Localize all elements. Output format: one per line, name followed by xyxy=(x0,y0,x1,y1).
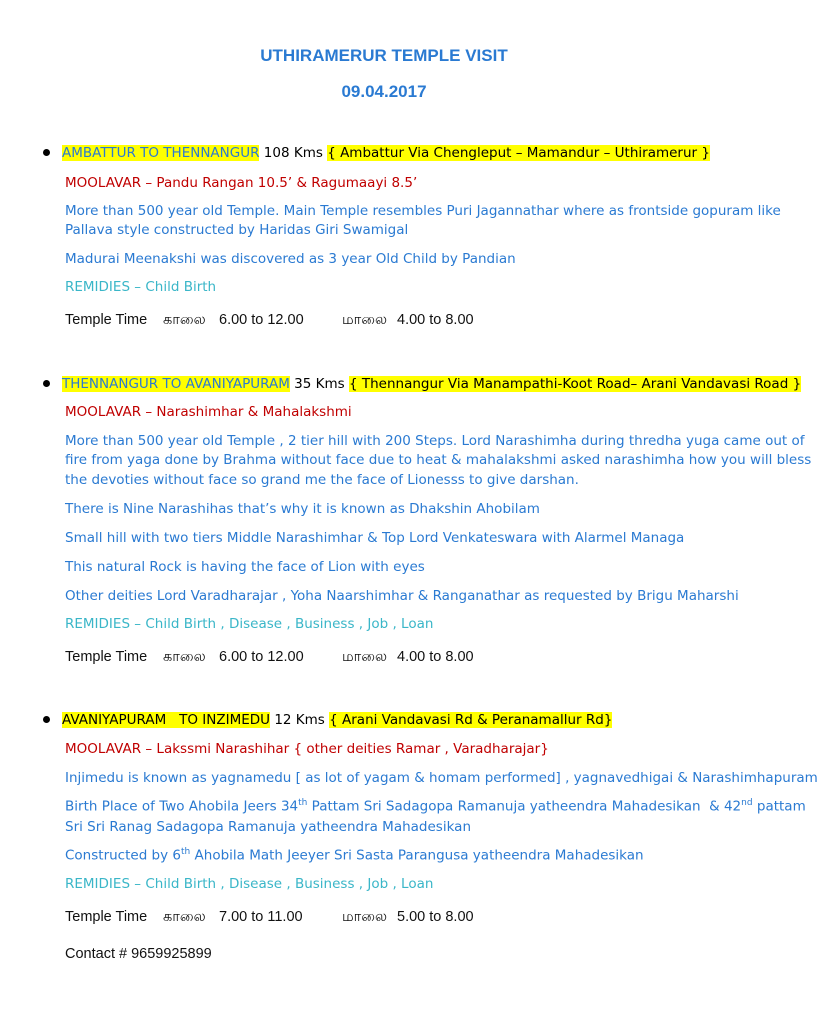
morning-time: 6.00 to 12.00 xyxy=(219,649,304,665)
contact-number: Contact # 9659925899 xyxy=(65,946,212,962)
section-3-via: { Arani Vandavasi Rd & Peranamallur Rd} xyxy=(329,712,613,728)
morning-word: காலை xyxy=(163,649,206,665)
section-3-constructed-line xyxy=(65,847,644,864)
temple-time-label: Temple Time xyxy=(65,909,148,925)
section-3-jeers-line xyxy=(65,798,806,815)
section-1-heading xyxy=(43,145,710,161)
section-2-line-4: There is Nine Narashihas that’s why it is known as Dhakshin Ahobilam xyxy=(65,501,540,517)
bullet-icon xyxy=(43,149,50,156)
section-1-line-3: Madurai Meenakshi was discovered as 3 year Old Child by Pandian xyxy=(65,251,516,267)
section-3-heading xyxy=(43,712,612,728)
jeers-text-c: pattam xyxy=(752,798,806,815)
section-3-moolavar: MOOLAVAR – Lakssmi Narashihar { other deities Ramar , Varadharajar} xyxy=(65,741,549,757)
section-2-temple-time xyxy=(65,649,474,667)
morning-word: காலை xyxy=(163,909,206,925)
morning-time: 7.00 to 11.00 xyxy=(219,909,303,925)
section-3-line-1: Injimedu is known as yagnamedu [ as lot of yagam & homam performed] , yagnavedhigai & Narashimhapuram xyxy=(65,770,818,786)
section-3-route: AVANIYAPURAM TO INZIMEDU xyxy=(62,712,271,728)
section-2-remidies: REMIDIES – Child Birth , Disease , Business , Job , Loan xyxy=(65,616,434,632)
section-3-jeers-line-2: Sri Sri Ranag Sadagopa Ramanuja yatheendra Mahadesikan xyxy=(65,819,472,835)
section-2-line-7: Other deities Lord Varadharajar , Yoha Naarshimhar & Ranganathar as requested by Brigu Maharshi xyxy=(65,588,739,604)
section-3-temple-time xyxy=(65,909,474,927)
section-3-distance: 12 Kms xyxy=(274,712,325,728)
constructed-sup: th xyxy=(181,847,191,857)
section-1-line-2: Pallava style constructed by Haridas Giri Swamigal xyxy=(65,222,409,238)
evening-word: மாலை xyxy=(342,649,388,665)
section-2-line-5: Small hill with two tiers Middle Narashimhar & Top Lord Venkateswara with Alarmel Managa xyxy=(65,530,685,546)
jeers-text-a: Birth Place of Two Ahobila Jeers 34 xyxy=(65,798,299,815)
section-2-line-6: This natural Rock is having the face of Lion with eyes xyxy=(65,559,425,575)
section-2-line-3: the devoties without face so grand me the face of Lionesss to give darshan. xyxy=(65,472,579,488)
section-2-moolavar: MOOLAVAR – Narashimhar & Mahalakshmi xyxy=(65,404,352,420)
section-1-distance: 108 Kms xyxy=(263,145,323,161)
section-1-route: AMBATTUR TO THENNANGUR xyxy=(62,145,260,161)
section-2-heading xyxy=(43,376,801,392)
morning-word: காலை xyxy=(163,312,206,328)
evening-word: மாலை xyxy=(342,312,388,328)
evening-time: 5.00 to 8.00 xyxy=(397,909,474,925)
section-2-via: { Thennangur Via Manampathi-Koot Road– Arani Vandavasi Road } xyxy=(348,376,802,392)
morning-time: 6.00 to 12.00 xyxy=(219,312,304,328)
document-date: 09.04.2017 xyxy=(341,82,427,101)
temple-time-label: Temple Time xyxy=(65,312,148,328)
temple-time-label: Temple Time xyxy=(65,649,148,665)
section-2-route: THENNANGUR TO AVANIYAPURAM xyxy=(62,376,290,392)
section-2-line-1: More than 500 year old Temple , 2 tier hill with 200 Steps. Lord Narashimha during thredha yuga came out of xyxy=(65,433,805,449)
document-title: UTHIRAMERUR TEMPLE VISIT xyxy=(260,46,508,65)
section-1-moolavar: MOOLAVAR – Pandu Rangan 10.5’ & Ragumaayi 8.5’ xyxy=(65,175,418,191)
section-1-remidies: REMIDIES – Child Birth xyxy=(65,279,217,295)
section-1-via: { Ambattur Via Chengleput – Mamandur – Uthiramerur } xyxy=(327,145,710,161)
evening-time: 4.00 to 8.00 xyxy=(397,649,474,665)
jeers-text-b: Pattam Sri Sadagopa Ramanuja yatheendra Mahadesikan & 42 xyxy=(307,798,742,815)
jeers-sup-1: th xyxy=(298,798,308,808)
bullet-icon xyxy=(43,716,50,723)
section-1-line-1: More than 500 year old Temple. Main Temple resembles Puri Jagannathar where as frontside gopuram like xyxy=(65,203,781,219)
section-2-distance: 35 Kms xyxy=(294,376,345,392)
constructed-text-a: Constructed by 6 xyxy=(65,847,181,864)
section-1-temple-time xyxy=(65,312,474,330)
jeers-sup-2: nd xyxy=(741,798,753,808)
constructed-text-b: Ahobila Math Jeeyer Sri Sasta Parangusa yatheendra Mahadesikan xyxy=(190,847,644,864)
evening-word: மாலை xyxy=(342,909,388,925)
section-2-line-2: fire from yaga done by Brahma without face due to heat & mahalakshmi asked narashimha how you will bless xyxy=(65,452,812,468)
section-3-remidies: REMIDIES – Child Birth , Disease , Business , Job , Loan xyxy=(65,876,434,892)
evening-time: 4.00 to 8.00 xyxy=(397,312,474,328)
bullet-icon xyxy=(43,380,50,387)
